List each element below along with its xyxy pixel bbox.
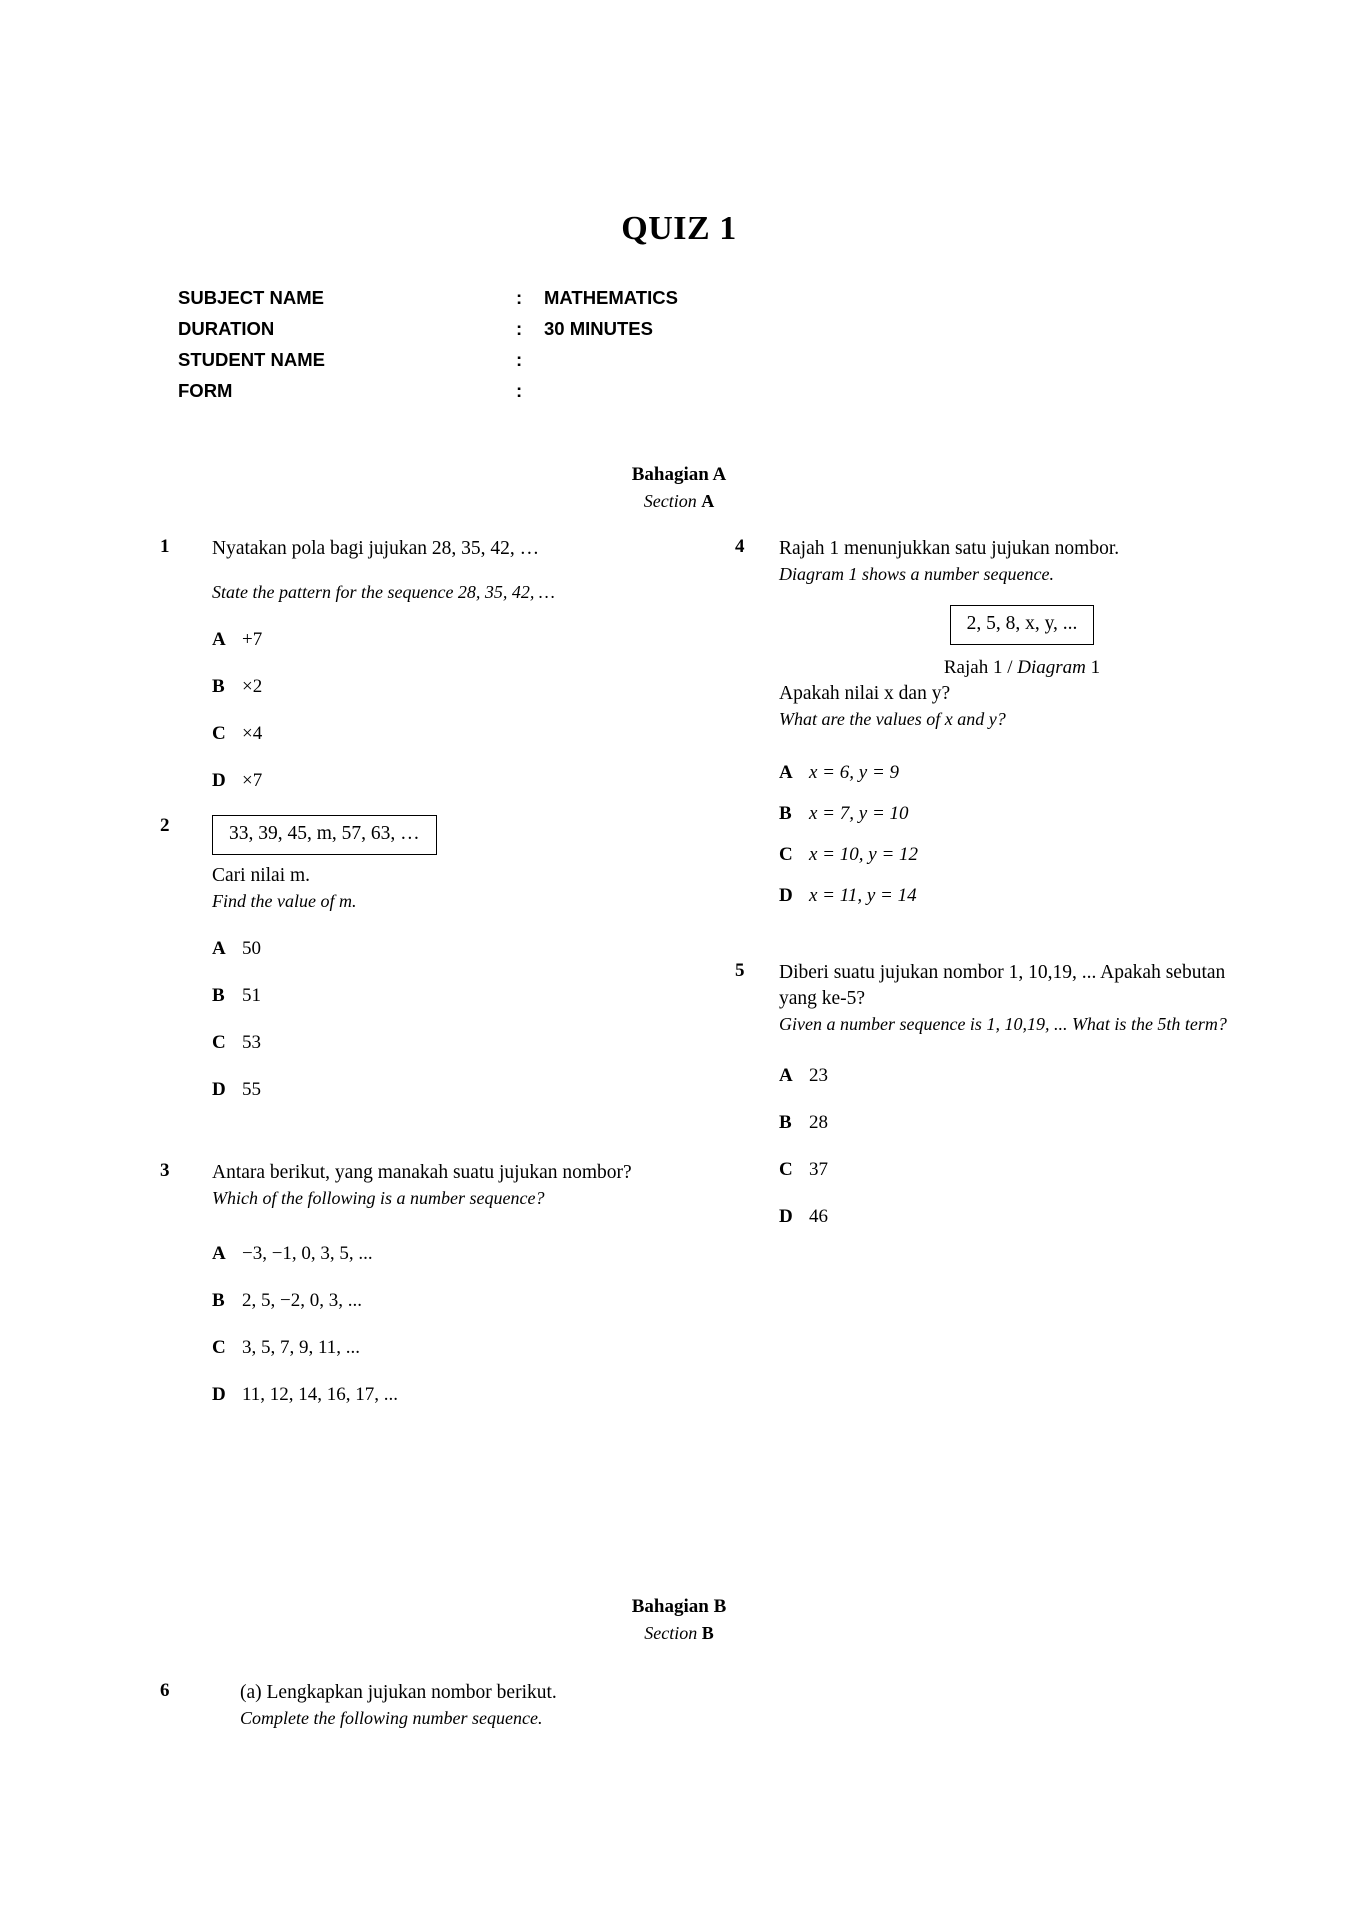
question-3-option-c[interactable] bbox=[212, 1335, 720, 1360]
question-3-option-c-label: C bbox=[212, 1337, 226, 1358]
question-2-text-bm: Cari nilai m. bbox=[212, 865, 311, 886]
question-2-option-a[interactable] bbox=[212, 936, 720, 961]
question-5-option-c-label: C bbox=[779, 1159, 793, 1180]
section-b-title-en bbox=[0, 1620, 1358, 1646]
question-3-option-a-label: A bbox=[212, 1243, 226, 1264]
question-4-option-c-label: C bbox=[779, 844, 793, 865]
question-4-option-b[interactable] bbox=[779, 801, 1265, 826]
question-4-prompt-en: What are the values of x and y? bbox=[779, 709, 1006, 729]
question-2 bbox=[160, 815, 720, 1102]
question-2-option-d-value: 55 bbox=[242, 1079, 261, 1100]
question-6-number: 6 bbox=[160, 1680, 170, 1701]
header-colon-subject: : bbox=[516, 287, 523, 308]
question-3-option-d-label: D bbox=[212, 1384, 226, 1405]
question-4-option-a-value: x = 6, y = 9 bbox=[809, 762, 900, 783]
question-4-option-c-value: x = 10, y = 12 bbox=[809, 844, 919, 865]
question-1-option-b-value: ×2 bbox=[242, 676, 263, 697]
question-2-option-a-label: A bbox=[212, 938, 226, 959]
question-3-text-bm: Antara berikut, yang manakah suatu jujukan nombor? bbox=[212, 1162, 632, 1183]
questions-column-left bbox=[160, 536, 720, 1407]
question-4-option-a-label: A bbox=[779, 762, 793, 783]
question-1-option-b[interactable] bbox=[212, 674, 720, 699]
question-3-text-en: Which of the following is a number sequence? bbox=[212, 1188, 545, 1208]
header-label-student-name: STUDENT NAME bbox=[178, 349, 325, 370]
question-4-option-b-label: B bbox=[779, 803, 792, 824]
question-1-number: 1 bbox=[160, 536, 170, 557]
question-5-option-c-value: 37 bbox=[809, 1159, 828, 1180]
question-1-option-d-label: D bbox=[212, 770, 226, 791]
question-2-option-c-value: 53 bbox=[242, 1032, 261, 1053]
question-1-option-c-label: C bbox=[212, 723, 226, 744]
question-5-option-a[interactable] bbox=[779, 1063, 1265, 1088]
section-b-title-bm: Bahagian B bbox=[631, 1596, 727, 1617]
question-2-option-d-label: D bbox=[212, 1079, 226, 1100]
question-2-option-a-value: 50 bbox=[242, 938, 261, 959]
question-5-option-c[interactable] bbox=[779, 1157, 1265, 1182]
question-4-option-b-value: x = 7, y = 10 bbox=[809, 803, 909, 824]
question-6-text-bm: (a) Lengkapkan jujukan nombor berikut. bbox=[240, 1682, 557, 1703]
question-3-option-b-label: B bbox=[212, 1290, 225, 1311]
question-4-option-d-value: x = 11, y = 14 bbox=[809, 885, 917, 906]
question-4-sequence-box: 2, 5, 8, x, y, ... bbox=[950, 605, 1095, 645]
questions-column-right bbox=[735, 536, 1265, 1229]
question-5-option-a-value: 23 bbox=[809, 1065, 828, 1086]
question-1-text-en: State the pattern for the sequence 28, 35, 42, … bbox=[212, 582, 555, 602]
question-1-option-a[interactable] bbox=[212, 627, 720, 652]
section-b-title-en-letter: B bbox=[701, 1623, 714, 1643]
question-4-caption-en: Diagram bbox=[1017, 657, 1086, 678]
page-title: QUIZ 1 bbox=[621, 210, 737, 247]
question-4 bbox=[735, 536, 1265, 908]
question-3-option-d-value: 11, 12, 14, 16, 17, ... bbox=[242, 1384, 399, 1405]
question-2-option-c[interactable] bbox=[212, 1030, 720, 1055]
question-4-option-d-label: D bbox=[779, 885, 793, 906]
header-value-subject: MATHEMATICS bbox=[544, 287, 678, 308]
question-4-prompt-bm: Apakah nilai x dan y? bbox=[779, 683, 951, 704]
question-3 bbox=[160, 1160, 720, 1407]
question-5-text-bm: Diberi suatu jujukan nombor 1, 10,19, ... Apakah sebutan yang ke-5? bbox=[779, 962, 1226, 1009]
question-5-text-en: Given a number sequence is 1, 10,19, ... What is the 5th term? bbox=[779, 1014, 1227, 1034]
question-3-option-a[interactable] bbox=[212, 1241, 720, 1266]
question-5-option-d-label: D bbox=[779, 1206, 793, 1227]
section-b-heading bbox=[0, 1594, 1358, 1646]
header-info bbox=[178, 282, 818, 406]
question-2-option-d[interactable] bbox=[212, 1077, 720, 1102]
question-2-number: 2 bbox=[160, 815, 170, 836]
question-2-sequence-box: 33, 39, 45, m, 57, 63, … bbox=[212, 815, 437, 855]
question-2-option-b-value: 51 bbox=[242, 985, 261, 1006]
question-6-text-en: Complete the following number sequence. bbox=[240, 1708, 543, 1728]
question-4-option-c[interactable] bbox=[779, 842, 1265, 867]
question-1-text-bm: Nyatakan pola bagi jujukan 28, 35, 42, … bbox=[212, 538, 540, 559]
question-4-text-bm: Rajah 1 menunjukkan satu jujukan nombor. bbox=[779, 538, 1120, 559]
header-row-form bbox=[178, 375, 818, 406]
header-label-duration: DURATION bbox=[178, 318, 275, 339]
question-3-option-c-value: 3, 5, 7, 9, 11, ... bbox=[242, 1337, 361, 1358]
question-3-number: 3 bbox=[160, 1160, 170, 1181]
question-1-option-d[interactable] bbox=[212, 768, 720, 793]
question-4-option-a[interactable] bbox=[779, 760, 1265, 785]
question-3-option-d[interactable] bbox=[212, 1382, 720, 1407]
question-1 bbox=[160, 536, 720, 793]
header-row-subject bbox=[178, 282, 818, 313]
header-colon-student-name: : bbox=[516, 349, 523, 370]
section-a-title-en bbox=[0, 488, 1358, 514]
question-2-text-en: Find the value of m. bbox=[212, 891, 357, 911]
header-row-student-name bbox=[178, 344, 818, 375]
question-2-option-c-label: C bbox=[212, 1032, 226, 1053]
question-5-number: 5 bbox=[735, 960, 745, 981]
section-b-title-en-word: Section bbox=[644, 1623, 698, 1643]
question-1-option-a-label: A bbox=[212, 629, 226, 650]
header-label-form: FORM bbox=[178, 380, 233, 401]
question-6 bbox=[160, 1680, 860, 1731]
question-5 bbox=[735, 960, 1265, 1229]
section-a-title-en-word: Section bbox=[643, 491, 697, 511]
section-a-heading bbox=[0, 462, 1358, 514]
question-1-option-b-label: B bbox=[212, 676, 225, 697]
header-colon-duration: : bbox=[516, 318, 523, 339]
header-colon-form: : bbox=[516, 380, 523, 401]
header-label-subject: SUBJECT NAME bbox=[178, 287, 324, 308]
question-5-option-a-label: A bbox=[779, 1065, 793, 1086]
question-3-option-b[interactable] bbox=[212, 1288, 720, 1313]
question-3-option-a-value: −3, −1, 0, 3, 5, ... bbox=[242, 1243, 373, 1264]
question-5-option-b[interactable] bbox=[779, 1110, 1265, 1135]
section-a-title-bm: Bahagian A bbox=[631, 464, 727, 485]
section-a-title-en-letter: A bbox=[701, 491, 715, 511]
question-4-caption-bm: Rajah 1 / bbox=[943, 657, 1013, 678]
question-5-option-b-label: B bbox=[779, 1112, 792, 1133]
question-3-option-b-value: 2, 5, −2, 0, 3, ... bbox=[242, 1290, 362, 1311]
question-4-diagram-caption bbox=[779, 655, 1265, 681]
question-1-option-d-value: ×7 bbox=[242, 770, 263, 791]
header-row-duration bbox=[178, 313, 818, 344]
question-4-caption-number: 1 bbox=[1090, 657, 1101, 678]
question-1-option-c[interactable] bbox=[212, 721, 720, 746]
question-1-option-c-value: ×4 bbox=[242, 723, 263, 744]
question-4-text-en: Diagram 1 shows a number sequence. bbox=[779, 564, 1054, 584]
question-5-option-b-value: 28 bbox=[809, 1112, 828, 1133]
question-2-option-b[interactable] bbox=[212, 983, 720, 1008]
question-1-option-a-value: +7 bbox=[242, 629, 263, 650]
question-2-option-b-label: B bbox=[212, 985, 225, 1006]
question-5-option-d[interactable] bbox=[779, 1204, 1265, 1229]
question-4-option-d[interactable] bbox=[779, 883, 1265, 908]
question-5-option-d-value: 46 bbox=[809, 1206, 828, 1227]
question-4-number: 4 bbox=[735, 536, 745, 557]
header-value-duration: 30 MINUTES bbox=[544, 318, 653, 339]
